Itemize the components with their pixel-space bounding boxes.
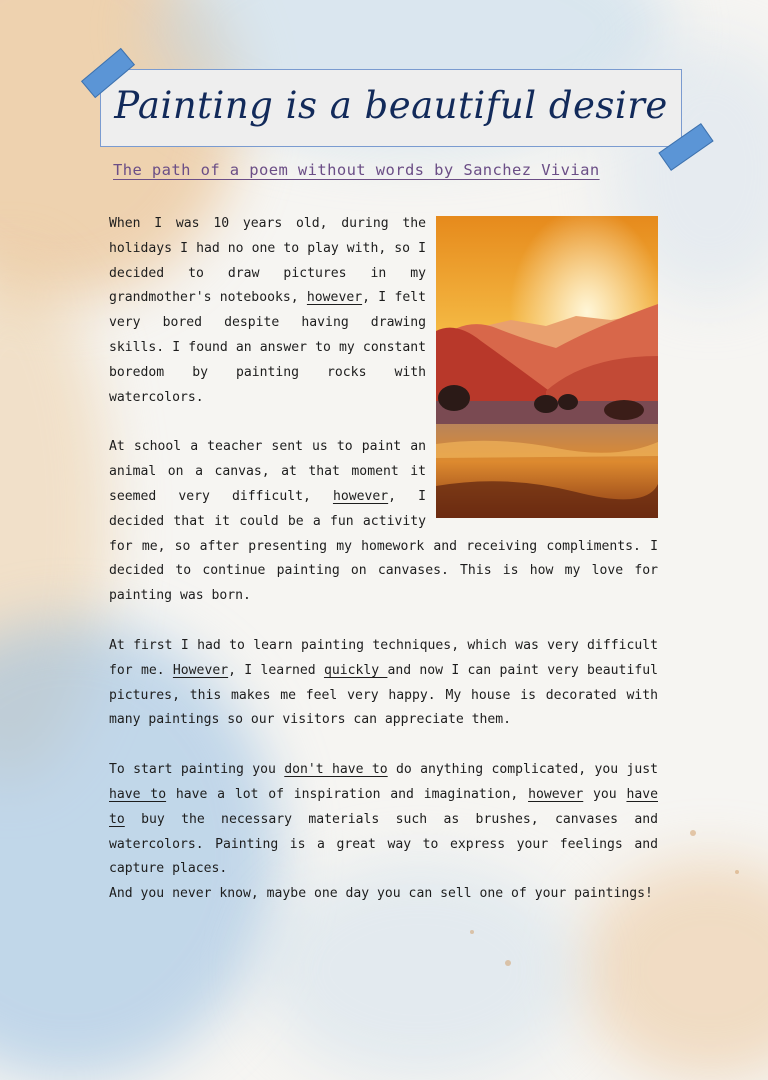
paragraph-4: To start painting you don't have to do anything complicated, you just have to have a lot of inspiration and imagination, however you have to buy the necessary materials such as brushes, canvases and watercolors. Painting is a great way to express your feelings and capture places.	[109, 762, 658, 877]
paragraph-3: At first I had to learn painting techniques, which was very difficult for me. However, I learned quickly and now I can paint very beautiful pictures, this makes me feel very happy. My house is decorated with many paintings so our visitors can appreciate them.	[109, 637, 658, 728]
article-body	[109, 212, 658, 932]
page-title: Painting is a beautiful desire	[114, 84, 668, 127]
underlined-word: However	[172, 662, 229, 678]
sunset-mountain-painting	[436, 216, 658, 518]
paragraph-5: And you never know, maybe one day you can sell one of your paintings!	[109, 886, 653, 902]
paragraph-2: At school a teacher sent us to paint an animal on a canvas, at that moment it seemed very difficult, however, I decided that it could be a fun activity for me, so after presenting my homework and receiving compliments. I decided to continue painting on canvases. This is how my love for painting was born.	[109, 439, 658, 604]
underlined-word: however	[528, 786, 584, 802]
subtitle: The path of a poem without words by Sanchez Vivian	[113, 161, 600, 179]
underlined-word: have to	[109, 786, 167, 802]
title-box	[100, 69, 682, 147]
underlined-word: quickly	[323, 662, 388, 678]
underlined-word: however	[306, 290, 363, 306]
underlined-word: don't have to	[284, 762, 388, 778]
paragraph-1: When I was 10 years old, during the holidays I had no one to play with, so I decided to draw pictures in my grandmother's notebooks, however, I felt very bored despite having drawing skills. I found an answer to my constant boredom by painting rocks with watercolors.	[109, 216, 426, 405]
underlined-word: have to	[109, 786, 658, 827]
underlined-word: however	[332, 488, 389, 504]
